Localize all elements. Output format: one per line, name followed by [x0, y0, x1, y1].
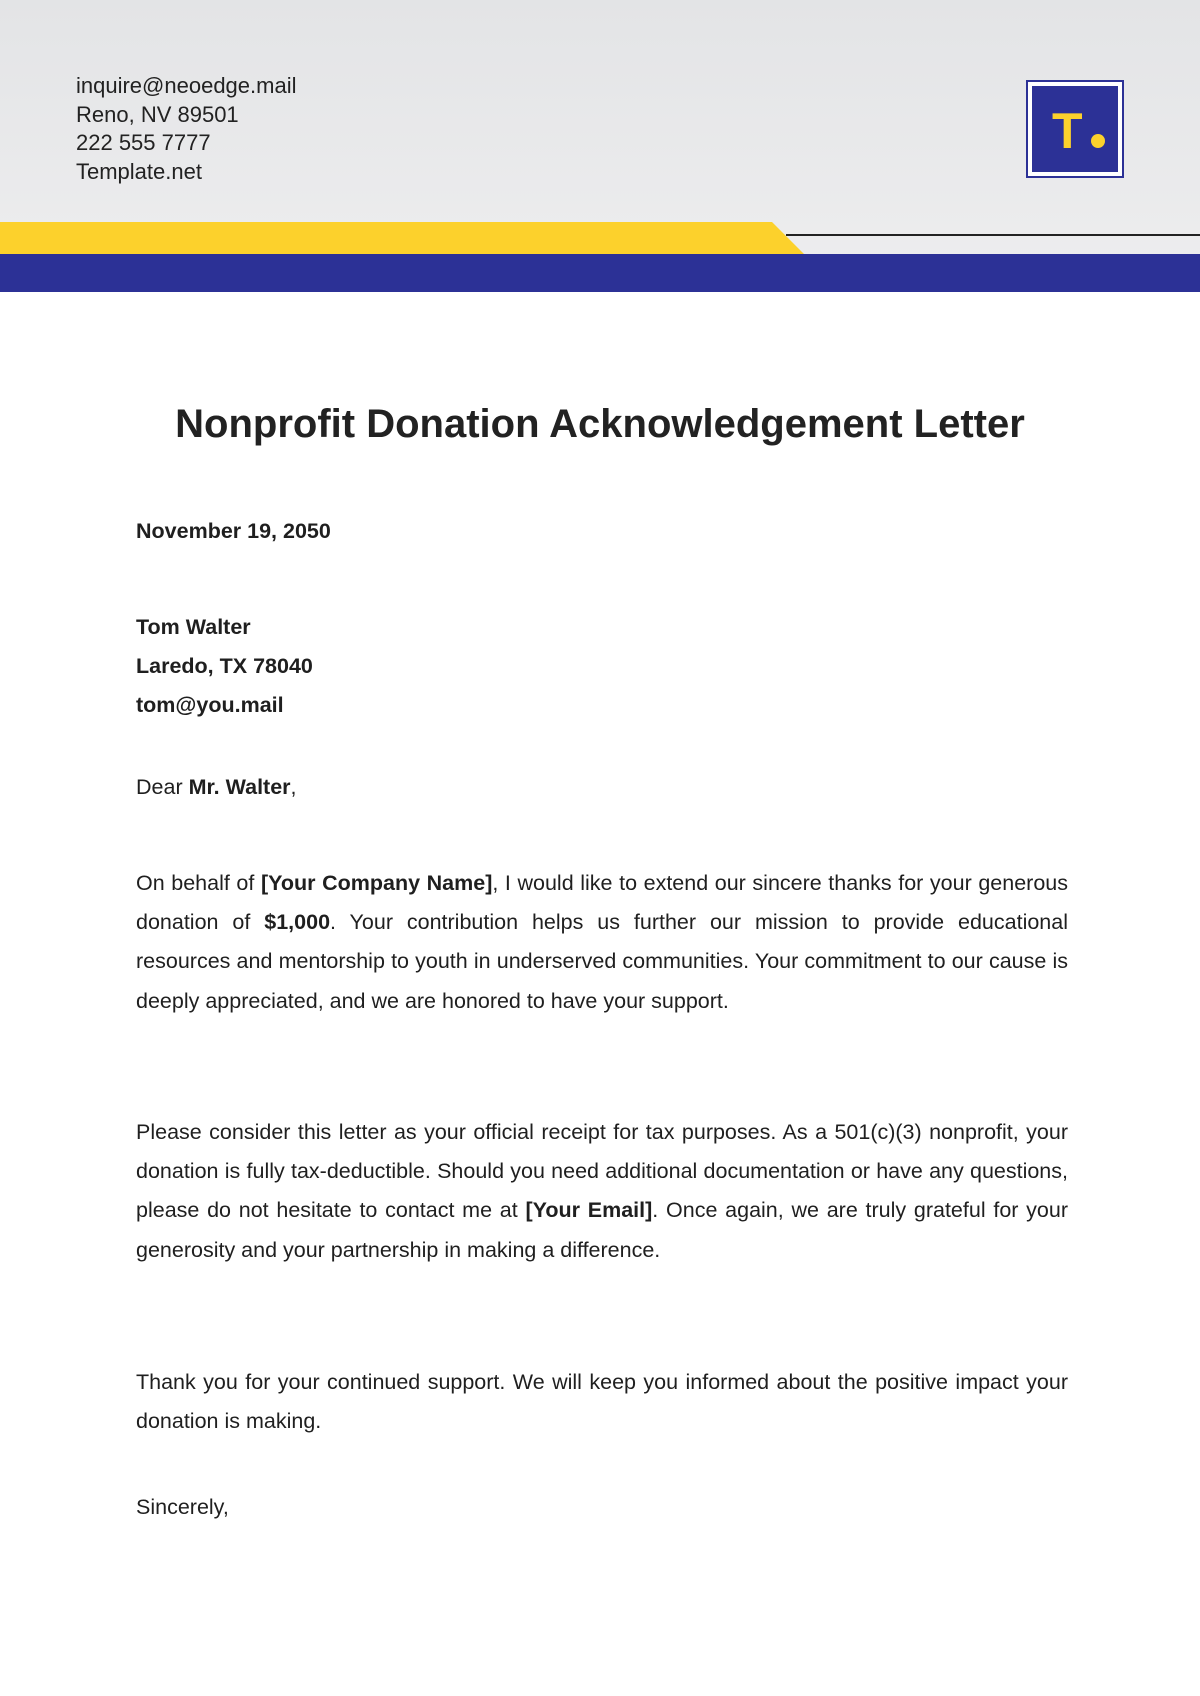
donation-amount: $1,000 — [264, 910, 331, 935]
letterhead — [0, 0, 1200, 292]
salutation-name: Mr. Walter — [188, 775, 291, 799]
company-placeholder: [Your Company Name] — [260, 871, 493, 895]
closing: Sincerely, — [136, 1495, 229, 1519]
body-paragraph-2: Please consider this letter as your official receipt for tax purposes. As a 501(c)(3) nonprofit, your donation is fully tax-deductible. Should you need additional documentation or have any questions, please do not hesitate to contact me at [Your Email]. Once again, we are truly grateful for your generosity and your partnership in making a difference. — [136, 1120, 1069, 1262]
recipient-block — [136, 608, 1068, 725]
logo-mark-icon — [1032, 86, 1118, 172]
logo-dot — [1091, 134, 1105, 148]
letter-title: Nonprofit Donation Acknowledgement Letter — [175, 402, 1025, 446]
body-paragraph-3: Thank you for your continued support. We will keep you informed about the positive impact your donation is making. — [136, 1370, 1068, 1434]
sender-email: inquire@neoedge.mail — [76, 73, 297, 98]
recipient-name: Tom Walter — [136, 615, 251, 639]
salutation-suffix: , — [290, 775, 297, 799]
sender-website: Template.net — [76, 158, 202, 184]
salutation-prefix: Dear — [136, 775, 189, 799]
header-stripes — [0, 218, 1200, 292]
sender-phone: 222 555 7777 — [76, 130, 211, 155]
salutation — [136, 775, 1068, 800]
letter-date: November 19, 2050 — [136, 519, 331, 543]
company-logo — [1026, 80, 1124, 178]
sender-address: Reno, NV 89501 — [76, 101, 239, 127]
navy-stripe — [0, 254, 1200, 292]
email-placeholder: [Your Email] — [525, 1198, 653, 1223]
sender-contact — [76, 72, 296, 186]
body-paragraph-1: On behalf of [Your Company Name], I would like to extend our sincere thanks for your generous donation of $1,000. Your contribution helps us further our mission to provide educational resources and mentorship to youth in underserved communities. Your commitment to our cause is deeply appreciated, and we are honored to have your support. — [136, 871, 1068, 1013]
recipient-address: Laredo, TX 78040 — [136, 654, 313, 678]
logo-letter: T — [1052, 103, 1083, 159]
yellow-stripe — [0, 222, 804, 254]
recipient-email: tom@you.mail — [136, 693, 284, 717]
